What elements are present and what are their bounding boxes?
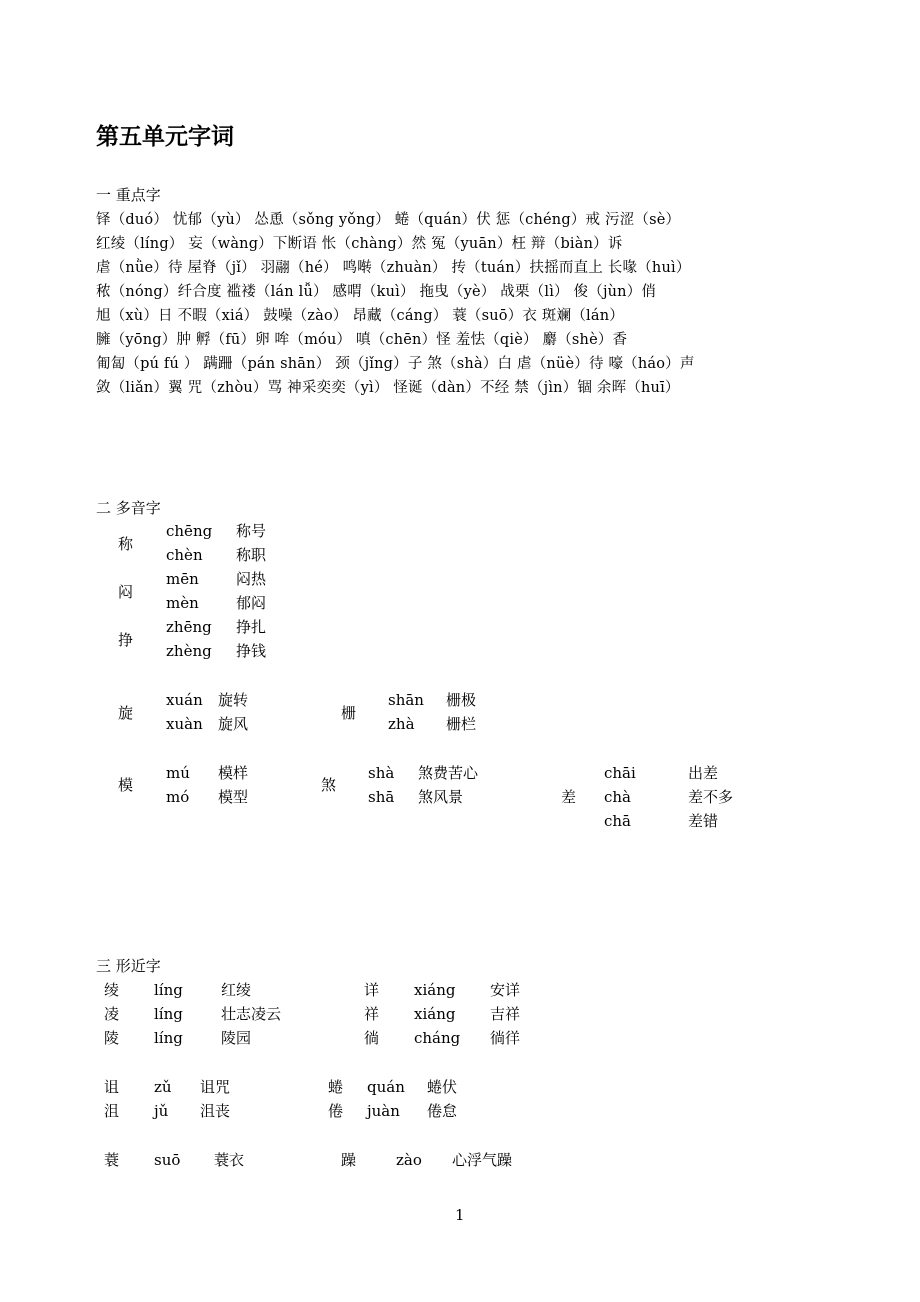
polyphone-word: 模型 bbox=[218, 788, 249, 806]
polyphone-char: 旋 bbox=[118, 704, 134, 722]
polyphone-word: 闷热 bbox=[236, 570, 267, 588]
polyphone-word: 郁闷 bbox=[236, 594, 267, 612]
polyphone-pinyin: shà bbox=[368, 764, 395, 782]
polyphone-pinyin: shā bbox=[368, 788, 395, 806]
section-heading-polyphones: 二 多音字 bbox=[96, 499, 161, 517]
similar-pinyin: quán bbox=[367, 1078, 405, 1096]
similar-word: 蜷伏 bbox=[427, 1078, 458, 1096]
polyphone-pinyin: zhēng bbox=[166, 618, 212, 636]
polyphone-word: 栅栏 bbox=[446, 715, 477, 733]
polyphone-pinyin: zhà bbox=[388, 715, 415, 733]
similar-pinyin: cháng bbox=[414, 1029, 461, 1047]
polyphone-word: 挣扎 bbox=[236, 618, 267, 636]
similar-char: 徜 bbox=[364, 1029, 380, 1047]
key-char-line: 匍匐（pú fú ） 蹒跚（pán shān） 颈（jǐng）子 煞（shà）白 虐（nüè）待 嚎（háo）声 bbox=[96, 356, 695, 372]
page-number: 1 bbox=[455, 1206, 465, 1224]
key-char-line: 旭（xù）日 不暇（xiá） 鼓噪（zào） 昂藏（cáng） 蓑（suō）衣 斑斓（lán） bbox=[96, 308, 624, 324]
similar-char: 陵 bbox=[104, 1029, 120, 1047]
similar-word: 蓑衣 bbox=[214, 1151, 245, 1169]
similar-char: 倦 bbox=[328, 1102, 344, 1120]
similar-pinyin: juàn bbox=[367, 1102, 400, 1120]
similar-char: 沮 bbox=[104, 1102, 120, 1120]
polyphone-word: 煞风景 bbox=[418, 788, 464, 806]
polyphone-word: 出差 bbox=[688, 764, 719, 782]
polyphone-pinyin: mèn bbox=[166, 594, 199, 612]
similar-word: 陵园 bbox=[221, 1029, 252, 1047]
similar-word: 心浮气躁 bbox=[452, 1151, 513, 1169]
polyphone-word: 称职 bbox=[236, 546, 267, 564]
polyphone-char: 称 bbox=[118, 535, 134, 553]
similar-char: 诅 bbox=[104, 1078, 120, 1096]
polyphone-pinyin: xuàn bbox=[166, 715, 203, 733]
polyphone-word: 煞费苦心 bbox=[418, 764, 479, 782]
polyphone-pinyin: chāi bbox=[604, 764, 636, 782]
similar-pinyin: xiáng bbox=[414, 1005, 456, 1023]
polyphone-char: 挣 bbox=[118, 631, 134, 649]
polyphone-word: 旋风 bbox=[218, 715, 249, 733]
similar-pinyin: zǔ bbox=[154, 1078, 172, 1096]
similar-char: 蓑 bbox=[104, 1151, 120, 1169]
section-heading-key-characters: 一 重点字 bbox=[96, 186, 161, 204]
similar-word: 沮丧 bbox=[200, 1102, 231, 1120]
polyphone-pinyin: shān bbox=[388, 691, 424, 709]
similar-word: 吉祥 bbox=[490, 1005, 521, 1023]
similar-char: 凌 bbox=[104, 1005, 120, 1023]
key-char-line: 铎（duó） 忧郁（yù） 怂恿（sǒng yǒng） 蜷（quán）伏 惩（chéng）戒 污涩（sè） bbox=[96, 212, 681, 228]
similar-word: 壮志凌云 bbox=[221, 1005, 282, 1023]
similar-word: 徜徉 bbox=[490, 1029, 521, 1047]
similar-pinyin: líng bbox=[154, 981, 183, 999]
page-title: 第五单元字词 bbox=[96, 124, 234, 150]
similar-pinyin: líng bbox=[154, 1005, 183, 1023]
similar-pinyin: líng bbox=[154, 1029, 183, 1047]
similar-word: 诅咒 bbox=[200, 1078, 231, 1096]
polyphone-pinyin: mó bbox=[166, 788, 190, 806]
polyphone-char: 差 bbox=[561, 788, 577, 806]
polyphone-word: 差错 bbox=[688, 812, 719, 830]
polyphone-pinyin: chà bbox=[604, 788, 632, 806]
similar-pinyin: zào bbox=[396, 1151, 422, 1169]
polyphone-pinyin: xuán bbox=[166, 691, 203, 709]
similar-char: 绫 bbox=[104, 981, 120, 999]
similar-pinyin: xiáng bbox=[414, 981, 456, 999]
polyphone-char: 栅 bbox=[341, 704, 357, 722]
similar-char: 躁 bbox=[341, 1151, 357, 1169]
key-char-line: 敛（liǎn）翼 咒（zhòu）骂 神采奕奕（yì） 怪诞（dàn）不经 禁（jìn）锢 余晖（huī） bbox=[96, 380, 680, 396]
section-heading-similar-characters: 三 形近字 bbox=[96, 957, 161, 975]
polyphone-pinyin: chèn bbox=[166, 546, 203, 564]
polyphone-word: 差不多 bbox=[688, 788, 734, 806]
key-char-line: 虐（nǜe）待 屋脊（jǐ） 羽翮（hé） 鸣啭（zhuàn） 抟（tuán）扶摇而直上 长喙（huì） bbox=[96, 260, 691, 276]
polyphone-word: 栅极 bbox=[446, 691, 477, 709]
polyphone-pinyin: chēng bbox=[166, 522, 213, 540]
polyphone-pinyin: zhèng bbox=[166, 642, 212, 660]
polyphone-pinyin: mēn bbox=[166, 570, 199, 588]
polyphone-word: 旋转 bbox=[218, 691, 249, 709]
polyphone-pinyin: mú bbox=[166, 764, 190, 782]
polyphone-char: 模 bbox=[118, 776, 134, 794]
key-char-line: 红绫（líng） 妄（wàng）下断语 怅（chàng）然 冤（yuān）枉 辩（biàn）诉 bbox=[96, 236, 623, 252]
polyphone-word: 称号 bbox=[236, 522, 267, 540]
similar-word: 安详 bbox=[490, 981, 521, 999]
similar-char: 详 bbox=[364, 981, 380, 999]
similar-char: 蜷 bbox=[328, 1078, 344, 1096]
polyphone-char: 煞 bbox=[321, 776, 337, 794]
key-char-line: 秾（nóng）纤合度 褴褛（lán lǚ） 感喟（kuì） 拖曳（yè） 战栗（lì） 俊（jùn）俏 bbox=[96, 284, 657, 300]
similar-char: 祥 bbox=[364, 1005, 380, 1023]
polyphone-word: 模样 bbox=[218, 764, 249, 782]
polyphone-pinyin: chā bbox=[604, 812, 632, 830]
key-char-line: 臃（yōng）肿 孵（fū）卵 哞（móu） 嗔（chēn）怪 羞怯（qiè） 麝（shè）香 bbox=[96, 332, 628, 348]
similar-pinyin: suō bbox=[154, 1151, 181, 1169]
similar-pinyin: jǔ bbox=[154, 1102, 169, 1120]
polyphone-word: 挣钱 bbox=[236, 642, 267, 660]
similar-word: 红绫 bbox=[221, 981, 252, 999]
similar-word: 倦怠 bbox=[427, 1102, 458, 1120]
polyphone-char: 闷 bbox=[118, 583, 134, 601]
